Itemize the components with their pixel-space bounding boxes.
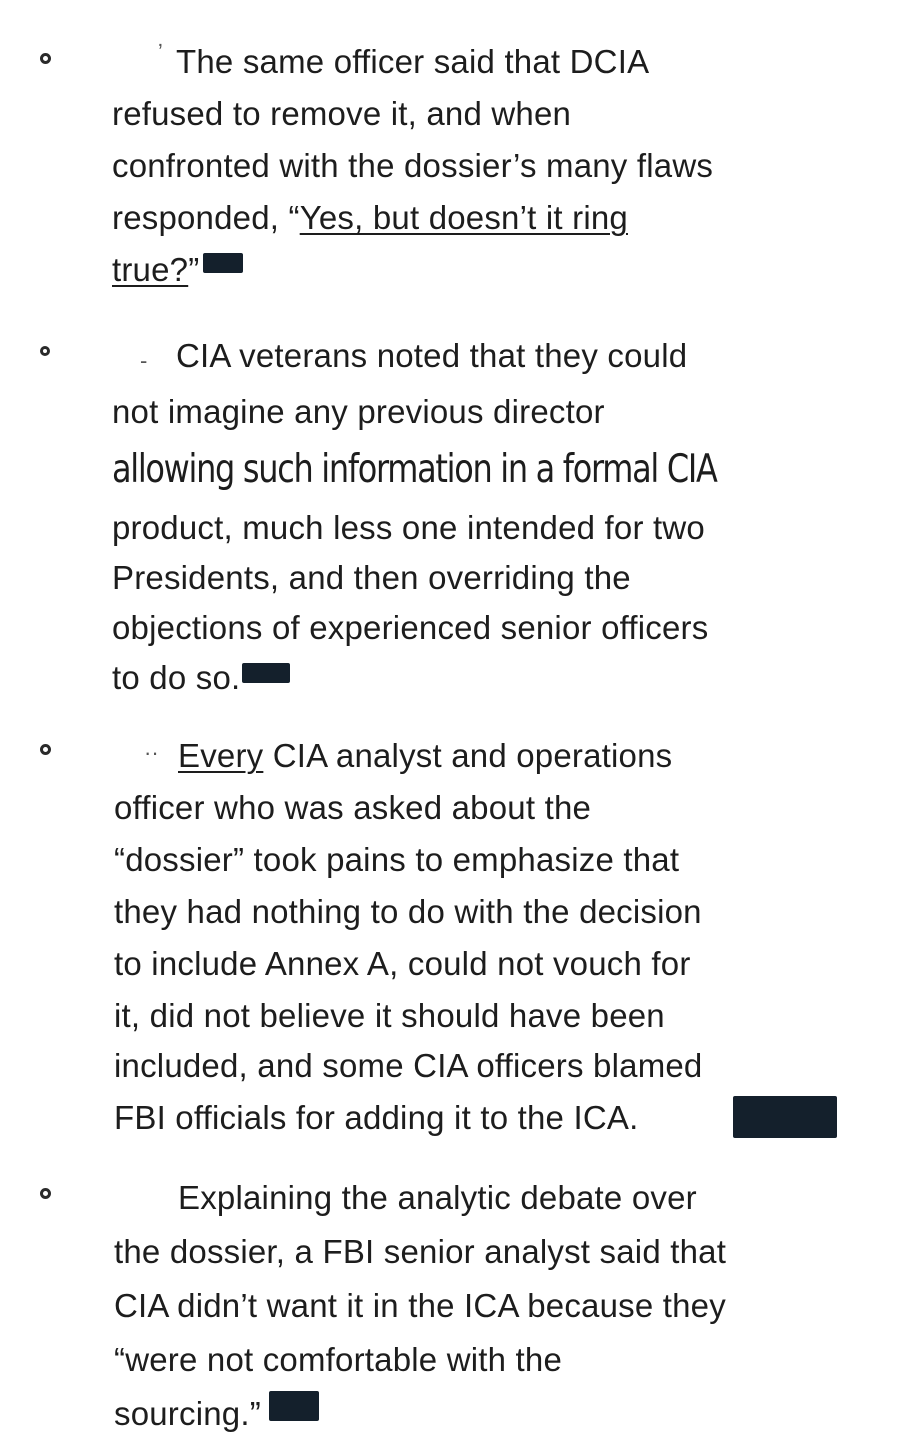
bullet-icon: [40, 1188, 51, 1199]
redaction-block: [269, 1391, 319, 1421]
redaction-block: [203, 253, 243, 273]
underlined-word: Every: [178, 737, 264, 774]
paragraph-4-line-1: Explaining the analytic debate over: [178, 1179, 697, 1216]
scan-speck: ··: [144, 740, 159, 765]
paragraph-3-line-4: they had nothing to do with the decision: [114, 893, 702, 930]
text-run: ”: [188, 251, 200, 288]
paragraph-3-line-5: to include Annex A, could not vouch for: [114, 945, 691, 982]
paragraph-2-line-1: CIA veterans noted that they could: [176, 337, 688, 374]
redaction-block: [733, 1096, 837, 1138]
paragraph-3-line-7: included, and some CIA officers blamed: [114, 1047, 703, 1084]
paragraph-1-line-1: The same officer said that DCIA: [176, 43, 650, 80]
bullet-icon: [40, 53, 51, 64]
paragraph-2-line-4: product, much less one intended for two: [112, 509, 705, 546]
underlined-quote: true?: [112, 251, 189, 288]
underlined-quote: Yes, but doesn’t it ring: [299, 199, 628, 236]
paragraph-4-line-4: “were not comfortable with the: [114, 1341, 563, 1378]
paragraph-3-line-3: “dossier” took pains to emphasize that: [114, 841, 680, 878]
scan-speck: -: [140, 348, 148, 373]
paragraph-2-line-6: objections of experienced senior officers: [112, 609, 709, 646]
paragraph-4-line-3: CIA didn’t want it in the ICA because they: [114, 1287, 726, 1324]
redaction-block: [242, 663, 290, 683]
paragraph-1-line-4: [112, 198, 628, 238]
paragraph-1-line-2: refused to remove it, and when: [112, 95, 572, 132]
paragraph-3-line-1: [178, 736, 672, 776]
bullet-icon: [40, 744, 51, 755]
paragraph-3-line-6: it, did not believe it should have been: [114, 997, 665, 1034]
scan-speck: ʼ: [158, 40, 163, 65]
paragraph-1-line-3: confronted with the dossier’s many flaws: [112, 147, 714, 184]
paragraph-2-line-7: [112, 658, 290, 698]
paragraph-2-line-2: not imagine any previous director: [112, 393, 605, 430]
text-run: responded, “: [112, 199, 300, 236]
paragraph-2-line-5: Presidents, and then overriding the: [112, 559, 631, 596]
text-run: to do so.: [112, 659, 241, 696]
paragraph-3-line-2: officer who was asked about the: [114, 789, 592, 826]
paragraph-4-line-5: [114, 1394, 319, 1434]
text-run: FBI officials for adding it to the ICA.: [114, 1099, 639, 1136]
paragraph-1-line-5: [112, 250, 243, 290]
paragraph-3-line-8: [114, 1098, 638, 1138]
paragraph-2-line-3: allowing such information in a formal CIA: [112, 447, 717, 492]
bullet-icon: [40, 346, 50, 356]
paragraph-4-line-2: the dossier, a FBI senior analyst said that: [114, 1233, 727, 1270]
text-run: CIA analyst and operations: [263, 737, 673, 774]
text-run: sourcing.”: [114, 1395, 261, 1432]
